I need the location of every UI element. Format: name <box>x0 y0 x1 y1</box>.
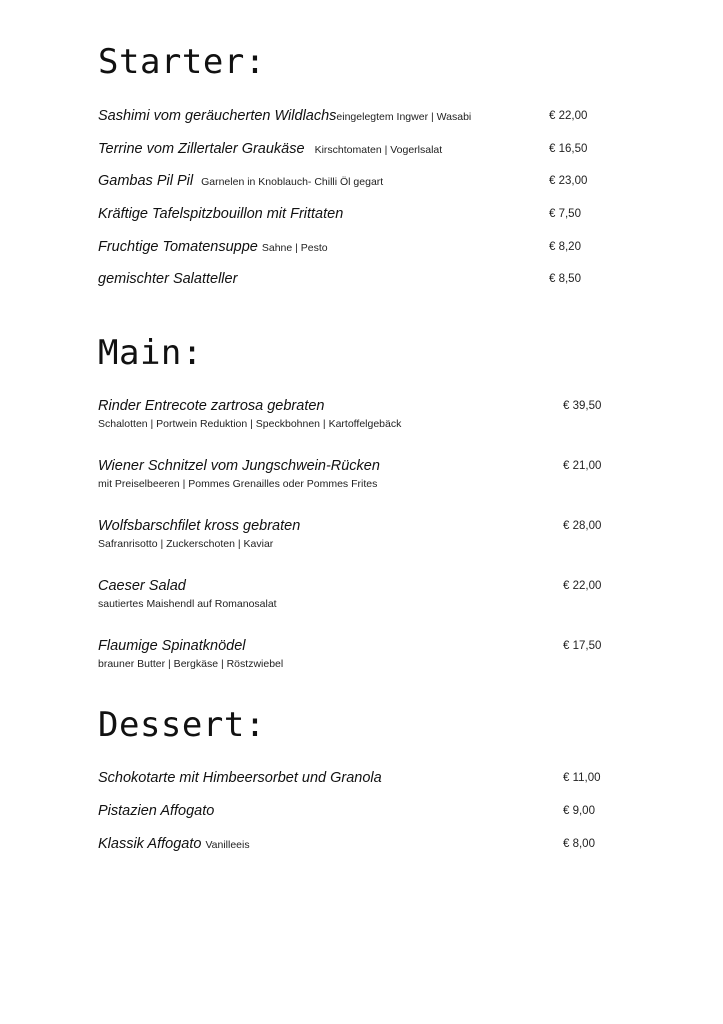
section-title-dessert: Dessert: <box>98 705 266 745</box>
item-description: Sahne | Pesto <box>261 242 328 254</box>
item-name: Flaumige Spinatknödel <box>98 638 246 654</box>
item-name: Wolfsbarschfilet kross gebraten <box>98 518 301 534</box>
item-name: Schokotarte mit Himbeersorbet und Granola <box>98 770 382 786</box>
item-price: € 11,00 <box>563 772 601 784</box>
item-description: mit Preiselbeeren | Pommes Grenailles oder Pommes Frites <box>98 478 378 490</box>
item-price: € 22,00 <box>549 110 588 122</box>
item-description: sautiertes Maishendl auf Romanosalat <box>98 598 277 610</box>
item-description: brauner Butter | Bergkäse | Röstzwiebel <box>98 658 284 670</box>
item-price: € 28,00 <box>563 520 602 532</box>
item-description: Vanilleeis <box>205 839 250 851</box>
menu-item <box>98 515 300 537</box>
item-name: Caeser Salad <box>98 578 186 594</box>
item-name: Terrine vom Zillertaler Graukäse <box>98 141 305 157</box>
item-description: eingelegtem Ingwer | Wasabi <box>336 111 472 123</box>
item-price: € 23,00 <box>549 175 588 187</box>
item-price: € 7,50 <box>549 208 581 220</box>
item-name: Sashimi vom geräucherten Wildlachs <box>98 108 337 124</box>
menu-item <box>98 800 214 822</box>
menu-item <box>98 455 380 477</box>
item-description: Kirschtomaten | Vogerlsalat <box>314 144 443 156</box>
item-price: € 17,50 <box>563 640 602 652</box>
item-price: € 22,00 <box>563 580 602 592</box>
item-price: € 8,20 <box>549 241 581 253</box>
item-price: € 21,00 <box>563 460 602 472</box>
item-name: Rinder Entrecote zartrosa gebraten <box>98 398 325 414</box>
menu-item <box>98 138 442 160</box>
item-price: € 16,50 <box>549 143 588 155</box>
menu-item <box>98 833 250 855</box>
item-description: Garnelen in Knoblauch- Chilli Öl gegart <box>201 176 384 188</box>
section-title-main: Main: <box>98 333 203 373</box>
item-price: € 9,00 <box>563 805 595 817</box>
menu-item <box>98 395 325 417</box>
menu-item <box>98 635 246 657</box>
item-name: Gambas Pil Pil <box>98 173 194 189</box>
item-name: Klassik Affogato <box>98 836 202 852</box>
menu-item <box>98 268 237 290</box>
item-name: Wiener Schnitzel vom Jungschwein-Rücken <box>98 458 380 474</box>
menu-item <box>98 767 382 789</box>
item-name: Kräftige Tafelspitzbouillon mit Frittaten <box>98 206 344 222</box>
section-title-starter: Starter: <box>98 42 266 82</box>
item-name: gemischter Salatteller <box>98 271 238 287</box>
menu-item <box>98 105 471 127</box>
item-price: € 8,50 <box>549 273 581 285</box>
menu-item <box>98 236 328 258</box>
item-price: € 8,00 <box>563 838 595 850</box>
menu-item <box>98 170 383 192</box>
item-name: Fruchtige Tomatensuppe <box>98 239 258 255</box>
item-description: Schalotten | Portwein Reduktion | Speckbohnen | Kartoffelgebäck <box>98 418 402 430</box>
item-price: € 39,50 <box>563 400 602 412</box>
menu-item <box>98 575 186 597</box>
item-description: Safranrisotto | Zuckerschoten | Kaviar <box>98 538 274 550</box>
menu-item <box>98 203 343 225</box>
item-name: Pistazien Affogato <box>98 803 215 819</box>
